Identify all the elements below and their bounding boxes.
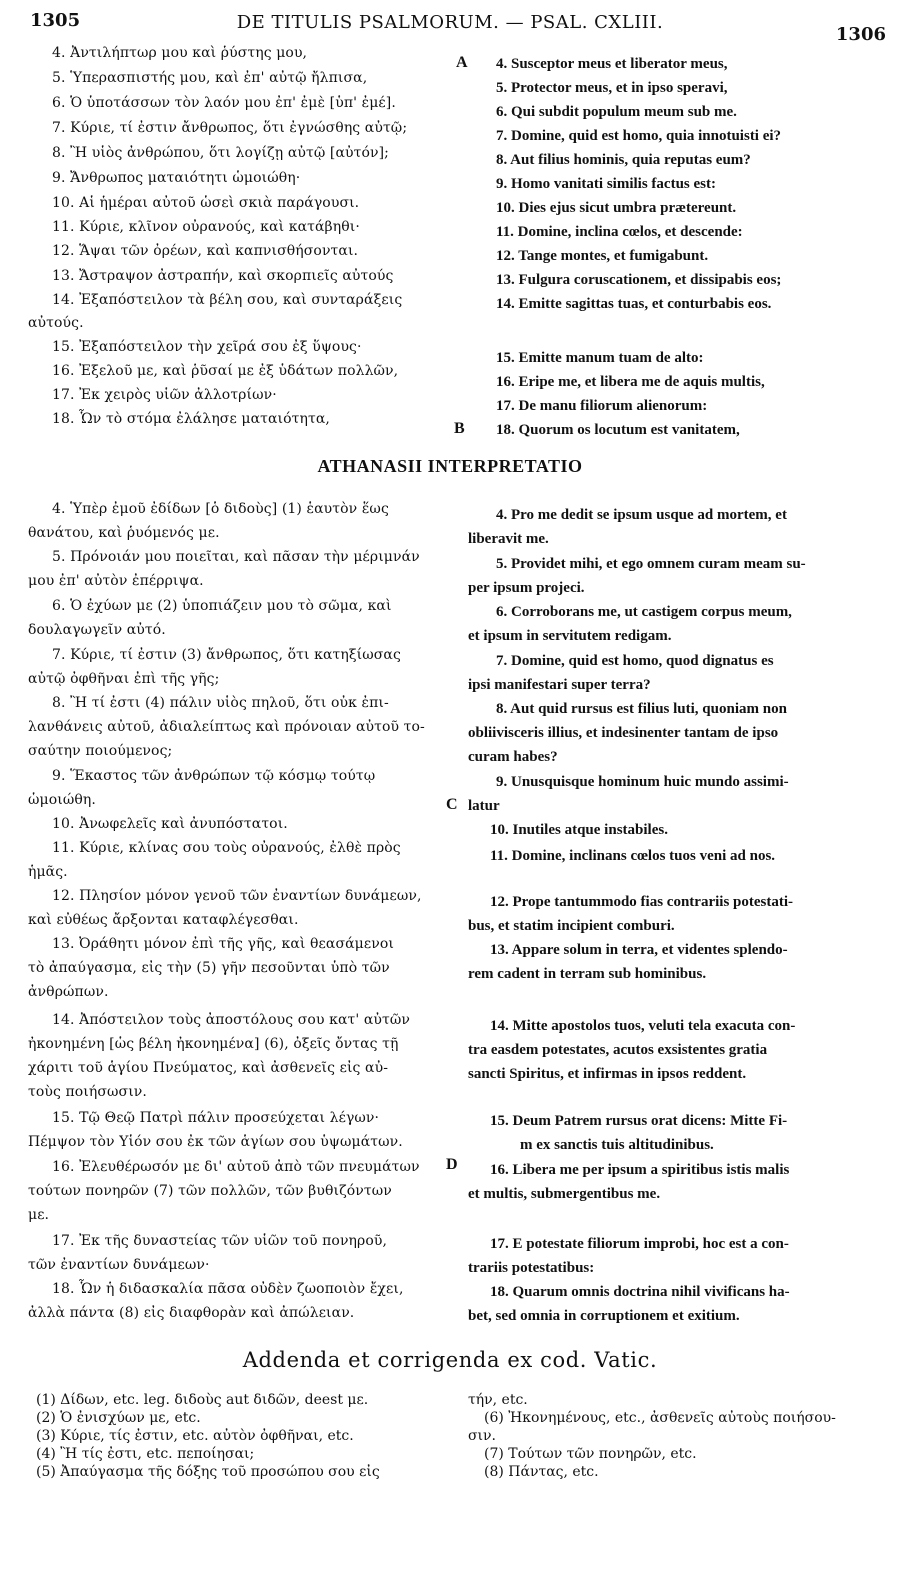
s2-greek-line: 16. Ἐλευθέρωσόν με δι' αὐτοῦ ἀπὸ τῶν πνευμάτων: [52, 1159, 420, 1175]
s2-latin-line: et ipsum in servitutem redigam.: [468, 628, 672, 644]
s2-latin-line: 17. E potestate filiorum improbi, hoc est a con-: [490, 1236, 789, 1252]
s2-greek-line: τῶν ἐναντίων δυνάμεων·: [28, 1257, 210, 1273]
s1-greek-line: 11. Κύριε, κλῖνον οὐρανούς, καὶ κατάβηθι·: [52, 219, 360, 235]
s2-greek-line: 5. Πρόνοιάν μου ποιεῖται, καὶ πᾶσαν τὴν μέριμνάν: [52, 549, 420, 565]
s2-latin-line: rem cadent in terram sub hominibus.: [468, 966, 707, 982]
s1-greek-line: 6. Ὁ ὑποτάσσων τὸν λαόν μου ἐπ' ἐμὲ [ὑπ' ἐμέ].: [52, 95, 396, 111]
s1-latin-line: 14. Emitte sagittas tuas, et conturbabis eos.: [496, 296, 772, 312]
s2-greek-line: χάριτι τοῦ ἁγίου Πνεύματος, καὶ ἀσθενεῖς εἰς αὐ-: [28, 1060, 389, 1076]
s2-latin-line: 14. Mitte apostolos tuos, veluti tela exacuta con-: [490, 1018, 796, 1034]
s2-greek-line: ἠκονημένη [ὡς βέλη ἠκονημένα] (6), ὀξεῖς ὄντας τῇ: [28, 1036, 399, 1052]
s2-greek-line: ἀνθρώπων.: [28, 984, 109, 1000]
s2-latin-line: 4. Pro me dedit se ipsum usque ad mortem, et: [496, 507, 787, 523]
s2-greek-line: 7. Κύριε, τί ἐστιν (3) ἄνθρωπος, ὅτι κατηξίωσας: [52, 647, 401, 663]
s2-latin-line: 15. Deum Patrem rursus orat dicens: Mitte Fi-: [490, 1113, 788, 1129]
s1-greek-line: 14. Ἐξαπόστειλον τὰ βέλη σου, καὶ συνταράξεις: [52, 292, 403, 308]
s1-greek-line: 9. Ἄνθρωπος ματαιότητι ὡμοιώθη·: [52, 170, 301, 186]
addenda-note: (2) Ὁ ἐνισχύων με, etc.: [36, 1410, 201, 1426]
s1-greek-line: 12. Ἅψαι τῶν ὀρέων, καὶ καπνισθήσονται.: [52, 243, 359, 259]
s2-greek-line: αὐτῷ ὀφθῆναι ἐπὶ τῆς γῆς;: [28, 671, 220, 687]
s2-latin-line: 9. Unusquisque hominum huic mundo assimi-: [496, 774, 789, 790]
s2-greek-line: 8. Ἢ τί ἐστι (4) πάλιν υἱὸς πηλοῦ, ὅτι οὐκ ἐπι-: [52, 695, 389, 711]
s1-latin-line: 9. Homo vanitati similis factus est:: [496, 176, 716, 192]
s1-latin-line: 18. Quorum os locutum est vanitatem,: [496, 422, 740, 438]
s2-latin-line: tra easdem potestates, acutos exsistentes gratia: [468, 1042, 768, 1058]
addenda-note: (6) Ἠκονημένους, etc., ἀσθενεῖς αὐτοὺς ποιήσου-: [484, 1410, 836, 1426]
s2-greek-line: 11. Κύριε, κλίνας σου τοὺς οὐρανούς, ἐλθὲ πρὸς: [52, 840, 401, 856]
s1-greek-line: 17. Ἐκ χειρὸς υἱῶν ἀλλοτρίων·: [52, 387, 277, 403]
s2-greek-line: μου ἐπ' αὐτὸν ἐπέρριψα.: [28, 573, 204, 589]
page-number-left: 1305: [30, 10, 81, 31]
addenda-note: (8) Πάντας, etc.: [484, 1464, 599, 1480]
s2-latin-line: 5. Providet mihi, et ego omnem curam meam su-: [496, 556, 806, 572]
s2-greek-line: ἀλλὰ πάντα (8) εἰς διαφθορὰν καὶ ἀπώλειαν.: [28, 1305, 355, 1321]
page-number-right: 1306: [835, 24, 886, 45]
s2-latin-line: 11. Domine, inclinans cœlos tuos veni ad nos.: [490, 848, 776, 864]
s2-greek-line: 4. Ὑπὲρ ἐμοῦ ἐδίδων [ὁ διδοὺς] (1) ἑαυτὸν ἕως: [52, 501, 389, 517]
s1-latin-line: 17. De manu filiorum alienorum:: [496, 398, 708, 414]
s2-greek-line: δουλαγωγεῖν αὐτό.: [28, 622, 166, 638]
s2-greek-line: 17. Ἐκ τῆς δυναστείας τῶν υἱῶν τοῦ πονηροῦ,: [52, 1233, 388, 1249]
addenda-note: (7) Τούτων τῶν πονηρῶν, etc.: [484, 1446, 697, 1462]
s2-greek-line: 9. Ἕκαστος τῶν ἀνθρώπων τῷ κόσμῳ τούτῳ: [52, 768, 376, 784]
s1-latin-line: 4. Susceptor meus et liberator meus,: [496, 56, 728, 72]
margin-letter-c: C: [446, 796, 458, 813]
s1-latin-line: 15. Emitte manum tuam de alto:: [496, 350, 704, 366]
s2-latin-line: 12. Prope tantummodo fias contrariis potestati-: [490, 894, 794, 910]
s2-greek-line: 18. Ὧν ἡ διδασκαλία πᾶσα οὐδὲν ζωοποιὸν ἔχει,: [52, 1281, 404, 1297]
addenda-note: τήν, etc.: [468, 1392, 528, 1408]
s1-latin-line: 16. Eripe me, et libera me de aquis multis,: [496, 374, 765, 390]
s1-latin-line: 8. Aut filius hominis, quia reputas eum?: [496, 152, 751, 168]
s1-greek-line: 5. Ὑπερασπιστής μου, καὶ ἐπ' αὐτῷ ἤλπισα,: [52, 70, 368, 86]
s2-latin-line: per ipsum projeci.: [468, 580, 585, 596]
s2-latin-line: liberavit me.: [468, 531, 549, 547]
margin-letter-b: B: [454, 420, 465, 437]
s1-greek-line: 13. Ἄστραψον ἀστραπήν, καὶ σκορπιεῖς αὐτούς: [52, 268, 394, 284]
addenda-note: (1) Δίδων, etc. leg. διδοὺς aut διδῶν, deest με.: [36, 1392, 369, 1408]
s2-greek-line: 10. Ἀνωφελεῖς καὶ ἀνυπόστατοι.: [52, 816, 288, 832]
s1-greek-line: αὐτούς.: [28, 315, 84, 331]
s2-latin-line: ipsi manifestari super terra?: [468, 677, 651, 693]
s1-greek-line: 7. Κύριε, τί ἐστιν ἄνθρωπος, ὅτι ἐγνώσθης αὐτῷ;: [52, 120, 408, 136]
s2-latin-line: 16. Libera me per ipsum a spiritibus istis malis: [490, 1162, 790, 1178]
s1-greek-line: 10. Αἱ ἡμέραι αὐτοῦ ὡσεὶ σκιὰ παράγουσι.: [52, 195, 360, 211]
s2-greek-line: τοὺς ποιήσωσιν.: [28, 1084, 147, 1100]
s2-greek-line: τούτων πονηρῶν (7) τῶν πολλῶν, τῶν βυθιζόντων: [28, 1183, 392, 1199]
s2-latin-line: bet, sed omnia in corruptionem et exitium.: [468, 1308, 740, 1324]
s2-greek-line: 13. Ὀράθητι μόνον ἐπὶ τῆς γῆς, καὶ θεασάμενοι: [52, 936, 394, 952]
s2-latin-line: sancti Spiritus, et infirmas in ipsos reddent.: [468, 1066, 747, 1082]
s2-latin-line: curam habes?: [468, 749, 558, 765]
s2-latin-line: 10. Inutiles atque instabiles.: [490, 822, 668, 838]
margin-letter-a: A: [456, 54, 468, 71]
s1-latin-line: 10. Dies ejus sicut umbra prætereunt.: [496, 200, 737, 216]
s2-latin-line: 13. Appare solum in terra, et videntes splendo-: [490, 942, 788, 958]
s2-greek-line: σαύτην ποιούμενος;: [28, 743, 173, 759]
s1-greek-line: 18. Ὧν τὸ στόμα ἐλάλησε ματαιότητα,: [52, 411, 330, 427]
s2-greek-line: Πέμψον τὸν Υἱόν σου ἐκ τῶν ἁγίων σου ὑψωμάτων.: [28, 1134, 403, 1150]
s2-latin-line: bus, et statim incipient comburi.: [468, 918, 675, 934]
s2-latin-line: 7. Domine, quid est homo, quod dignatus es: [496, 653, 774, 669]
s2-latin-line: 6. Corroborans me, ut castigem corpus meum,: [496, 604, 792, 620]
s2-greek-line: 6. Ὁ ἐχύων με (2) ὑποπιάζειν μου τὸ σῶμα, καὶ: [52, 598, 392, 614]
s2-latin-line: trariis potestatibus:: [468, 1260, 595, 1276]
addenda-note: (3) Κύριε, τίς ἐστιν, etc. αὐτὸν ὀφθῆναι, etc.: [36, 1428, 354, 1444]
s2-greek-line: καὶ εὐθέως ἄρξονται καταφλέγεσθαι.: [28, 912, 299, 928]
margin-letter-d: D: [446, 1156, 458, 1173]
s2-greek-line: λανθάνεις αὐτοῦ, ἀδιαλείπτως καὶ πρόνοιαν αὐτοῦ το-: [28, 719, 425, 735]
s1-greek-line: 16. Ἐξελοῦ με, καὶ ῥῦσαί με ἐξ ὑδάτων πολλῶν,: [52, 363, 399, 379]
running-title: DE TITULIS PSALMORUM. — PSAL. CXLIII.: [236, 12, 664, 33]
s1-latin-line: 7. Domine, quid est homo, quia innotuisti ei?: [496, 128, 782, 144]
s2-latin-line: 8. Aut quid rursus est filius luti, quoniam non: [496, 701, 787, 717]
s1-latin-line: 6. Qui subdit populum meum sub me.: [496, 104, 737, 120]
s2-greek-line: 15. Τῷ Θεῷ Πατρὶ πάλιν προσεύχεται λέγων·: [52, 1110, 380, 1126]
s1-greek-line: 15. Ἐξαπόστειλον τὴν χεῖρά σου ἐξ ὕψους·: [52, 339, 362, 355]
s2-latin-line: 18. Quarum omnis doctrina nihil vivificans ha-: [490, 1284, 790, 1300]
s1-greek-line: 4. Ἀντιλήπτωρ μου καὶ ῥύστης μου,: [52, 45, 308, 61]
s2-greek-line: θανάτου, καὶ ῥυόμενός με.: [28, 525, 220, 541]
s1-latin-line: 12. Tange montes, et fumigabunt.: [496, 248, 709, 264]
section-heading: ATHANASII INTERPRETATIO: [317, 456, 583, 476]
s1-latin-line: 13. Fulgura coruscationem, et dissipabis eos;: [496, 272, 782, 288]
s2-latin-line: latur: [468, 798, 500, 814]
s1-latin-line: 5. Protector meus, et in ipso speravi,: [496, 80, 728, 96]
s2-greek-line: ἡμᾶς.: [28, 864, 68, 880]
addenda-heading: Addenda et corrigenda ex cod. Vatic.: [242, 1348, 658, 1372]
s2-greek-line: με.: [28, 1207, 50, 1223]
s2-latin-line: m ex sanctis tuis altitudinibus.: [520, 1137, 714, 1153]
s1-greek-line: 8. Ἢ υἱὸς ἀνθρώπου, ὅτι λογίζῃ αὐτῷ [αὐτόν];: [52, 145, 389, 161]
s2-latin-line: et multis, submergentibus me.: [468, 1186, 661, 1202]
s2-greek-line: 14. Ἀπόστειλον τοὺς ἀποστόλους σου κατ' αὐτῶν: [52, 1012, 410, 1028]
s1-latin-line: 11. Domine, inclina cœlos, et descende:: [496, 224, 743, 240]
addenda-note: (5) Ἀπαύγασμα τῆς δόξης τοῦ προσώπου σου εἰς: [36, 1464, 380, 1480]
s2-greek-line: 12. Πλησίον μόνον γενοῦ τῶν ἐναντίων δυνάμεων,: [52, 888, 422, 904]
s2-greek-line: τὸ ἀπαύγασμα, εἰς τὴν (5) γῆν πεσοῦνται ὑπὸ τῶν: [28, 960, 390, 976]
addenda-note: σιν.: [468, 1428, 497, 1444]
s2-latin-line: obliivisceris illius, et indesinenter tantam de ipso: [468, 725, 779, 741]
s2-greek-line: ὡμοιώθη.: [28, 792, 96, 808]
addenda-note: (4) Ἢ τίς ἐστι, etc. πεποίησαι;: [36, 1446, 255, 1462]
